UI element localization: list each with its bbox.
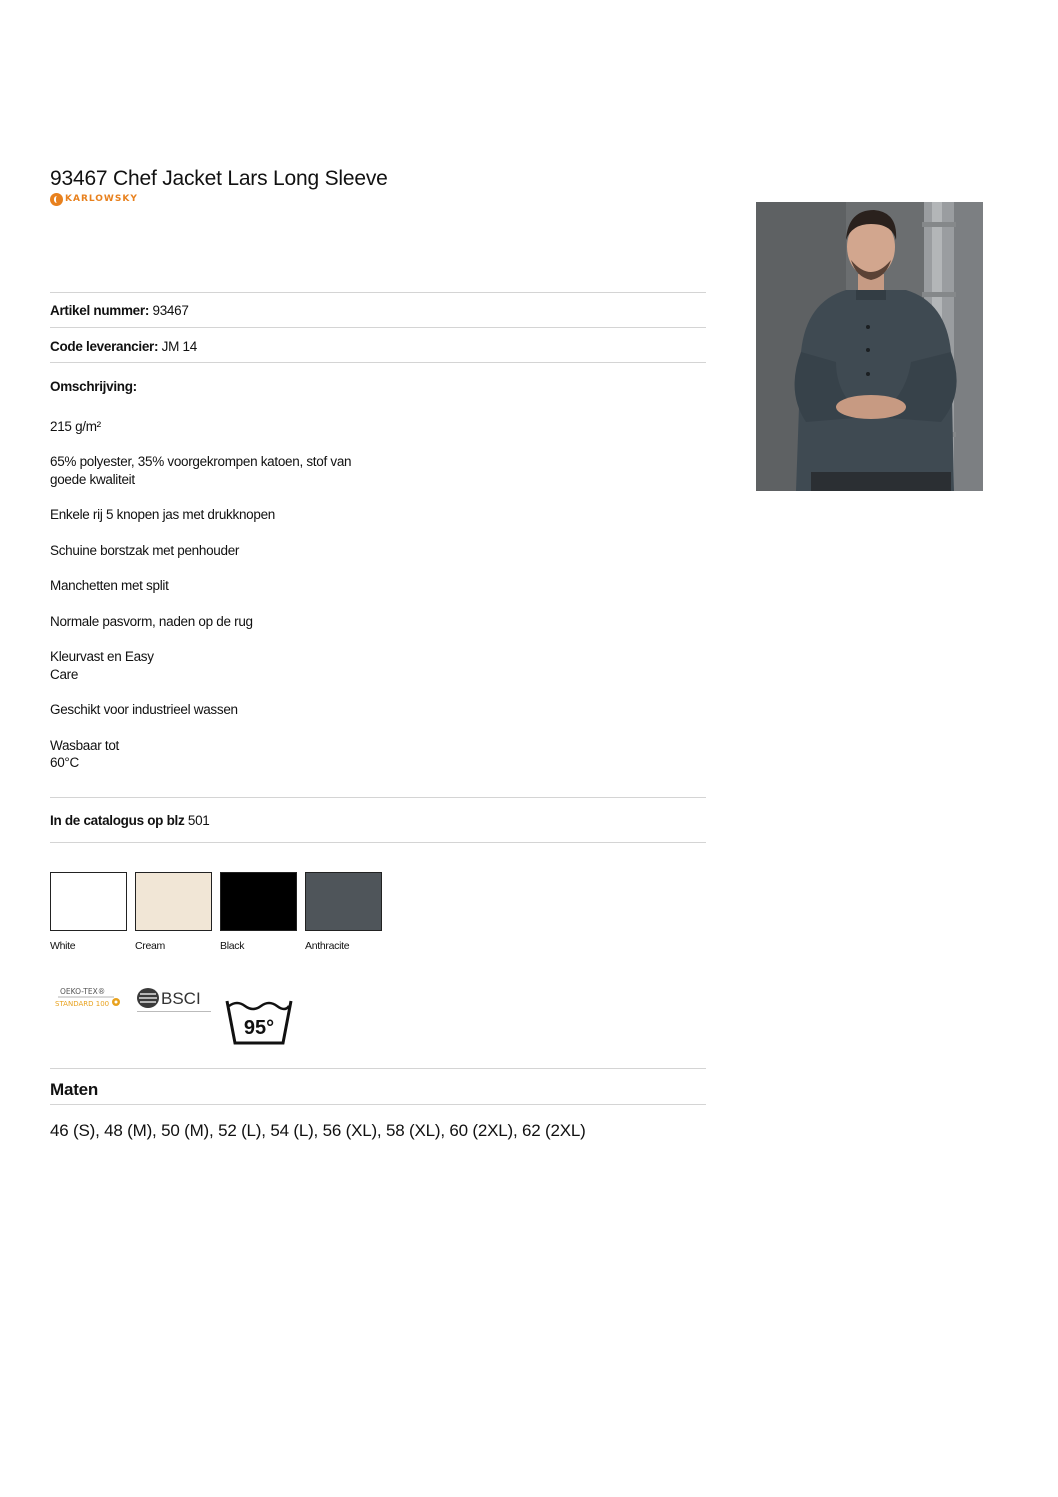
sizes-list: 46 (S), 48 (M), 50 (M), 52 (L), 54 (L), 56 (XL), 58 (XL), 60 (2XL), 62 (2XL)	[50, 1121, 586, 1140]
brand-mark-icon	[50, 193, 63, 206]
color-swatch[interactable]	[305, 872, 382, 952]
catalogue-page: 501	[187, 813, 210, 828]
swatch-label: Cream	[135, 940, 166, 952]
sizes-heading: Maten	[50, 1080, 99, 1099]
oeko-line1: OEKO-TEX®	[60, 987, 106, 996]
bsci-logo	[135, 985, 215, 1015]
bsci-text: BSCI	[161, 989, 201, 1008]
description-item: 215 g/m²	[50, 418, 101, 434]
wash-temp: 95°	[243, 1017, 275, 1039]
article-value: 93467	[152, 303, 189, 318]
description	[50, 378, 380, 790]
divider	[50, 362, 706, 363]
supplier-label: Code leverancier:	[50, 339, 159, 354]
brand-name: KARLOWSKY	[65, 194, 138, 204]
description-item: Schuine borstzak met penhouder	[50, 542, 240, 558]
divider	[50, 842, 706, 843]
supplier-value: JM 14	[161, 339, 197, 354]
catalogue-label: In de catalogus op blz	[50, 813, 185, 828]
description-item: Geschikt voor industrieel wassen	[50, 702, 238, 717]
product-photo	[756, 202, 983, 491]
divider	[50, 1104, 706, 1105]
color-swatch[interactable]	[135, 872, 212, 952]
description-item: Enkele rij 5 knopen jas met drukknopen	[50, 507, 275, 522]
divider	[50, 292, 706, 293]
article-label: Artikel nummer:	[50, 303, 150, 318]
supplier-code	[50, 339, 197, 354]
swatch-color-box	[305, 872, 382, 931]
brand-logo	[50, 192, 138, 206]
wash-95-icon	[223, 996, 295, 1046]
description-heading: Omschrijving:	[50, 379, 137, 394]
oeko-line2: STANDARD 100	[55, 1000, 110, 1008]
description-item: Normale pasvorm, naden op de rug	[50, 613, 253, 629]
product-title: 93467 Chef Jacket Lars Long Sleeve	[50, 167, 388, 190]
swatch-label: Black	[220, 940, 245, 952]
article-number	[50, 303, 189, 318]
color-swatch[interactable]	[50, 872, 127, 952]
description-item: Kleurvast en Easy Care	[50, 649, 154, 682]
divider	[50, 1068, 706, 1069]
swatch-label: Anthracite	[305, 940, 350, 952]
divider	[50, 327, 706, 328]
swatch-label: White	[50, 940, 76, 952]
swatch-color-box	[50, 872, 127, 931]
swatch-color-box	[220, 872, 297, 931]
divider	[50, 797, 706, 798]
description-item: 65% polyester, 35% voorgekrompen katoen, stof van goede kwaliteit	[50, 454, 352, 487]
description-item: Wasbaar tot 60°C	[50, 737, 119, 770]
color-swatch[interactable]	[220, 872, 297, 952]
description-item: Manchetten met split	[50, 578, 169, 593]
oeko-tex-logo	[50, 985, 128, 1011]
swatch-color-box	[135, 872, 212, 931]
catalogue-reference	[50, 813, 210, 828]
color-swatches	[50, 872, 390, 952]
